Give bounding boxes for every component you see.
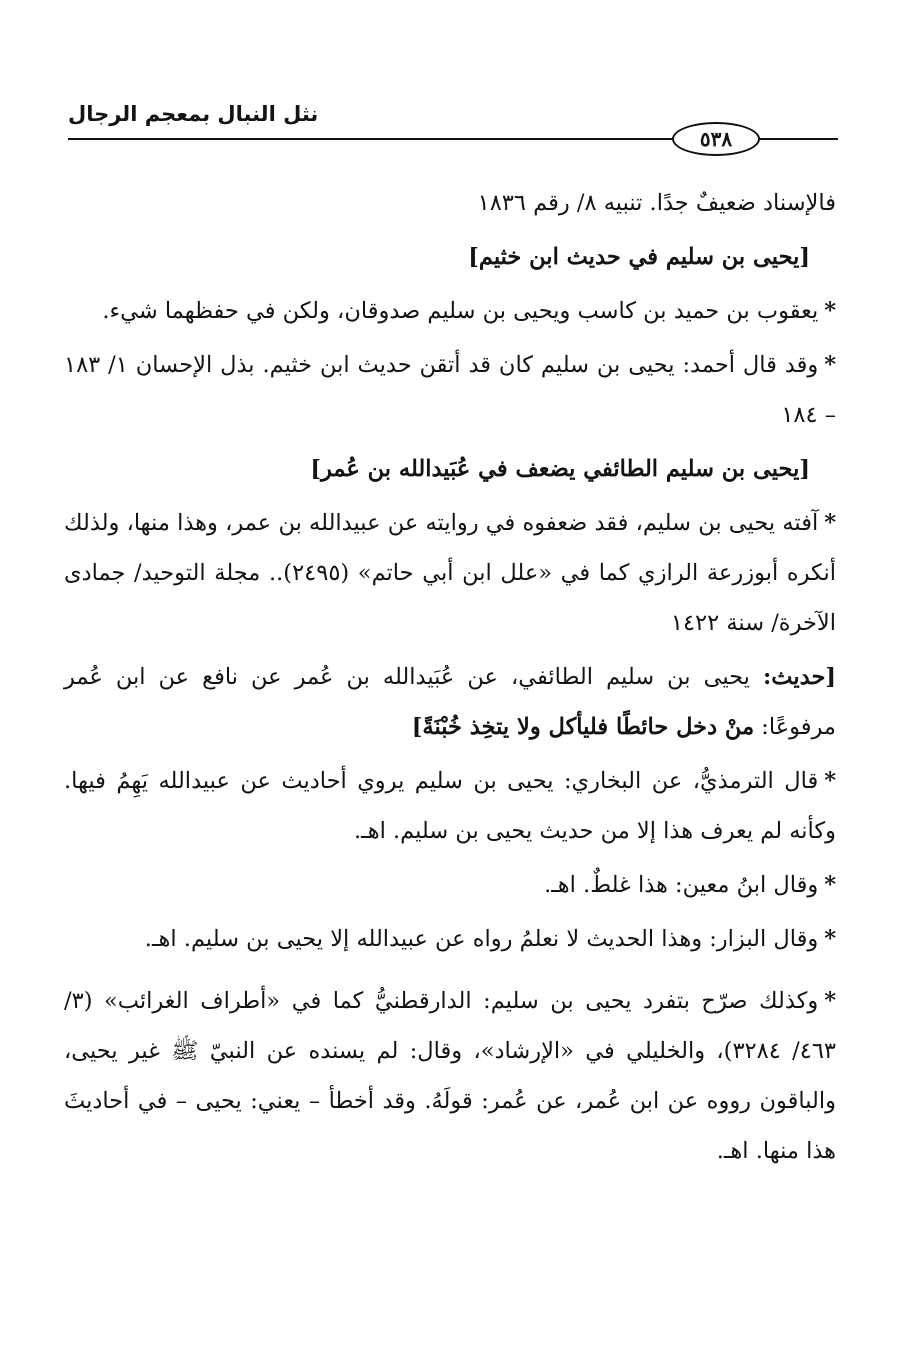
section-heading: [يحيى بن سليم في حديث ابن خثيم] [468, 244, 810, 270]
list-item: *قال الترمذيُّ، عن البخاري: يحيى بن سليم يروي أحاديث عن عبيدالله يَهِمُ فيها. وكأنه لم يعرف هذا إلا من حديث يحيى بن سليم. اهـ. [64, 768, 836, 844]
paragraph-text: فالإسناد ضعيفٌ جدًا. تنبيه ٨/ رقم ١٨٣٦ [477, 190, 836, 216]
list-item: *وكذلك صرّح بتفرد يحيى بن سليم: الدارقطنيُّ كما في «أطراف الغرائب» (٣/ ٤٦٣/ ٣٢٨٤)، والخليلي في «الإرشاد»، وقال: لم يسنده عن النبيّ ﷺ غير يحيى، والباقون رووه عن ابن عُمر، عن عُمر: قولَهُ. وقد أخطأ – يعني: يحيى – في أحاديثَ هذا منها. اهـ. [64, 988, 837, 1164]
section-heading: [يحيى بن سليم الطائفي يضعف في عُبَيدالله بن عُمر] [310, 456, 810, 482]
hadith-entry [64, 652, 836, 752]
bullet-star-icon: * [824, 510, 836, 536]
page-body [64, 178, 836, 1180]
list-item: *وقد قال أحمد: يحيى بن سليم كان قد أتقن حديث ابن خثيم. بذل الإحسان ١/ ١٨٣ – ١٨٤ [64, 352, 836, 428]
page-header [68, 92, 838, 151]
list-item: *يعقوب بن حميد بن كاسب ويحيى بن سليم صدوقان، ولكن في حفظهما شيء. [102, 298, 836, 324]
hadith-matn: منْ دخل حائطًا فليأكل ولا يتخِذ خُبْنَةً] [411, 714, 755, 740]
page-number: ٥٣٨ [672, 122, 760, 156]
running-title: نثل النبال بمعجم الرجال [68, 102, 319, 126]
list-item: *وقال ابنُ معين: هذا غلطٌ. اهـ. [544, 872, 836, 898]
hadith-label: [حديث: [762, 664, 837, 690]
bullet-star-icon: * [824, 352, 836, 378]
spacer [64, 968, 836, 976]
bullet-star-icon: * [824, 988, 836, 1014]
list-item: *وقال البزار: وهذا الحديث لا نعلمُ رواه عن عبيدالله إلا يحيى بن سليم. اهـ. [144, 926, 836, 952]
list-item: *آفته يحيى بن سليم، فقد ضعفوه في روايته عن عبيدالله بن عمر، وهذا منها، ولذلك أنكره أبوزرعة الرازي كما في «علل ابن أبي حاتم» (٢٤٩٥).. مجلة التوحيد/ جمادى الآخرة/ سنة ١٤٢٢ [64, 510, 836, 636]
bullet-star-icon: * [824, 768, 836, 794]
hadith-isnad: يحيى بن سليم الطائفي، عن عُبَيدالله بن عُمر عن نافع عن ابن عُمر مرفوعًا: [64, 664, 836, 740]
bullet-star-icon: * [824, 926, 836, 952]
bullet-star-icon: * [824, 872, 836, 898]
bullet-star-icon: * [824, 298, 836, 324]
